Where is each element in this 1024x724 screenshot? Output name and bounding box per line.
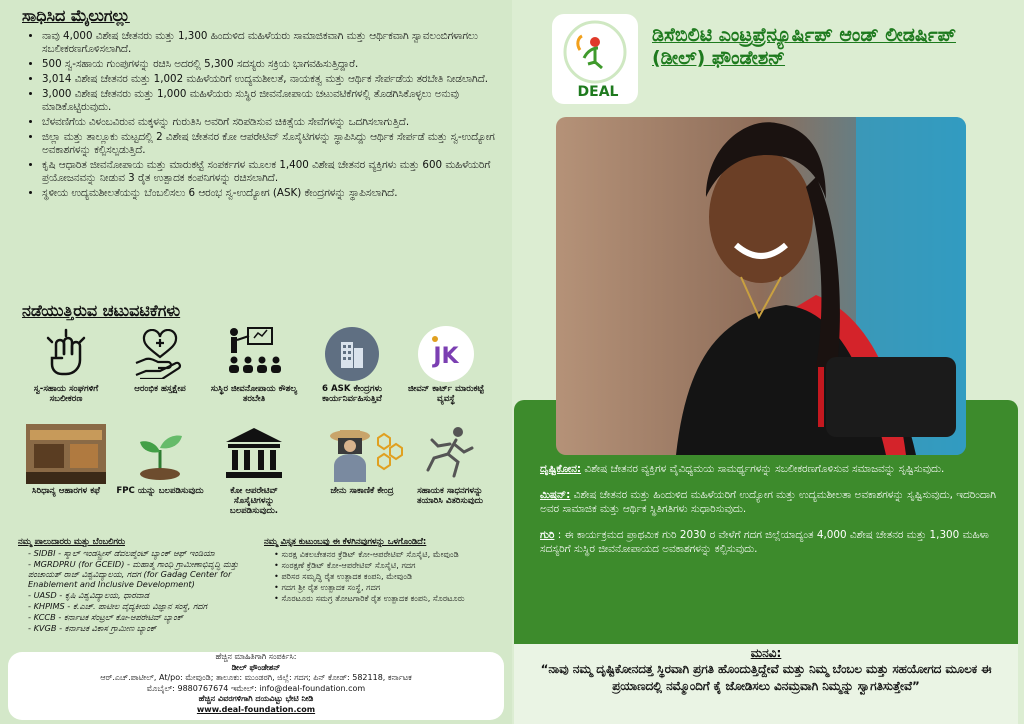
activity-label: ಸಿರಿಧಾನ್ಯ ಆಹಾರಗಳ ಕಫೆ	[32, 486, 100, 496]
contact-box	[8, 652, 504, 720]
mission-label: ಮಿಷನ್:	[540, 489, 571, 501]
activity-item	[116, 326, 204, 394]
jk-logo-text: JK	[433, 344, 459, 369]
activity-item	[402, 326, 490, 404]
activity-item	[210, 326, 298, 404]
family-heading: ನಮ್ಮ ವಿಸ್ತೃತ ಕುಟುಂಬವು ಈ ಕೆಳಗಿನವುಗಳನ್ನು ಒಳಗೊಂಡಿದೆ:	[264, 536, 427, 546]
list-item: • 3,000 ವಿಶೇಷ ಚೇತನರು ಮತ್ತು 1,000 ಮಹಿಳೆಯರು ಸುಸ್ಥಿರ ಜೀವನೋಪಾಯ ಚಟುವಟಿಕೆಗಳಲ್ಲಿ ತೊಡಗಿಸಿಕೊಳ್ಳಲು ಅನುವು ಮಾಡಿಕೊಟ್ಟಿರುವುದು.	[42, 88, 520, 114]
activity-label: ಸಹಾಯಕ ಸಾಧನಗಳನ್ನು ತಯಾರಿಸಿ ವಿತರಿಸುವುದು	[416, 486, 484, 506]
contact-visit: ಹೆಚ್ಚಿನ ವಿವರಗಳಿಗಾಗಿ ದಯವಿಟ್ಟು ಭೇಟಿ ನೀಡಿ	[198, 694, 314, 703]
contact-org: ಡೀಲ್ ಫೌಂಡೇಶನ್	[231, 662, 281, 672]
list-item: • 500 ಸ್ವ-ಸಹಾಯ ಗುಂಪುಗಳನ್ನು ರಚಿಸಿ ಅದರಲ್ಲಿ 5,300 ಸದಸ್ಯರು ಸಕ್ರಿಯ ಭಾಗವಹಿಸುತ್ತಿದ್ದಾರೆ.	[42, 58, 520, 71]
list-item: • 3,014 ವಿಶೇಷ ಚೇತನರ ಮತ್ತು 1,002 ಮಹಿಳೆಯರಿಗೆ ಉದ್ಯಮಶೀಲತೆ, ನಾಯಕತ್ವ ಮತ್ತು ಆರ್ಥಿಕ ಸೇರ್ಪಡೆಯ ತರಬೇತಿ ನೀಡಲಾಗಿದೆ.	[42, 73, 520, 86]
list-item: • ಕೃಷಿ ಆಧಾರಿತ ಜೀವನೋಪಾಯ ಮತ್ತು ಮಾರುಕಟ್ಟೆ ಸಂಪರ್ಕಗಳ ಮೂಲಕ 1,400 ವಿಶೇಷ ಚೇತನರ ವ್ಯಕ್ತಿಗಳು ಮತ್ತು 600 ಮಹಿಳೆಯರಿಗೆ ಪ್ರಯೋಜನವನ್ನು ನೀಡುವ 3 ರೈತ ಉತ್ಪಾದಕ ಕಂಪನಿಗಳನ್ನು ರಚಿಸಲಾಗಿದೆ.	[42, 159, 520, 185]
activity-item	[116, 424, 204, 496]
appeal-heading: ಮನವಿ:	[750, 646, 782, 660]
hero-photo	[556, 117, 966, 455]
appeal-box	[514, 644, 1018, 724]
beekeeper-icon	[320, 424, 404, 484]
fist-icon	[36, 326, 96, 382]
contact-address: ಆರ್.ಎಚ್.ಪಾಟೀಲ್, At/po: ಮೇವುಂಡಿ; ತಾಲೂಕು: ಮುಂಡರಗಿ, ಜಿಲ್ಲೆ: ಗದಗ; ಪಿನ್ ಕೋಡ್: 582118, ಕರ್ನಾಟಕ	[100, 673, 412, 682]
activity-label: FPC ಯನ್ನು ಬಲಪಡಿಸುವುದು	[116, 486, 204, 496]
activity-item	[318, 424, 406, 496]
activity-label: ಜೀವನ್ ಕಾರ್ಟ್ ಮಾರುಕಟ್ಟೆ ವ್ಯವಸ್ಥೆ	[407, 384, 485, 404]
family-section	[264, 536, 508, 604]
mission-paragraph	[540, 488, 1012, 516]
list-item: - KCCB - ಕರ್ನಾಟಕ ಸೆಂಟ್ರಲ್ ಕೋ-ಆಪರೇಟಿವ್ ಬ್ಯಾಂಕ್	[28, 612, 258, 622]
list-item: • ಪರಿಸರ ಸಮೃದ್ಧಿ ರೈತ ಉತ್ಪಾದಕ ಕಂಪನಿ, ಮೇವುಂಡಿ	[274, 571, 508, 582]
activity-label: ಕೋ ಆಪರೇಟಿವ್ ಸೊಸೈಟಿಗಳನ್ನು ಬಲಪಡಿಸುವುದು.	[229, 486, 279, 516]
list-item: • ಸ್ಥಳೀಯ ಉದ್ಯಮಶೀಲತೆಯನ್ನು ಬೆಂಬಲಿಸಲು 6 ಆರಂಭ ಸ್ವ-ಉದ್ಯೋಗ (ASK) ಕೇಂದ್ರಗಳನ್ನು ಸ್ಥಾಪಿಸಲಾಗಿದೆ.	[42, 187, 520, 200]
list-item: • ಬೆಳವಣಿಗೆಯ ವಿಳಂಬವಿರುವ ಮಕ್ಕಳನ್ನು ಗುರುತಿಸಿ ಅವರಿಗೆ ಸರಿಪಡಿಸುವ ಚಿಕಿತ್ಸೆಯ ಸೇವೆಗಳನ್ನು ಒದಗಿಸಲಾಗುತ್ತಿದೆ.	[42, 116, 520, 129]
list-item: - MGRDPRU (for GCEID) - ಮಹಾತ್ಮ ಗಾಂಧಿ ಗ್ರಾಮೀಣಾಭಿವೃದ್ಧಿ ಮತ್ತು ಪಂಚಾಯತ್ ರಾಜ್ ವಿಶ್ವವಿದ್ಯಾಲಯ, ಗದಗ (for Gadag Center for Enablement and Inclusive Development)	[28, 559, 258, 589]
activities-grid	[22, 326, 502, 522]
deal-logo-text: DEAL	[577, 84, 619, 100]
activity-label: ಆರಂಭಿಕ ಹಸ್ತಕ್ಷೇಪ	[134, 384, 186, 394]
list-item: - KVGB - ಕರ್ನಾಟಕ ವಿಕಾಸ ಗ್ರಾಮೀಣ ಬ್ಯಾಂಕ್	[28, 623, 258, 633]
bank-icon	[224, 424, 284, 484]
activities-heading: ನಡೆಯುತ್ತಿರುವ ಚಟುವಟಿಕೆಗಳು	[22, 301, 181, 320]
activity-label: ಸುಸ್ಥಿರ ಜೀವನೋಪಾಯ ಕೌಶಲ್ಯ ತರಬೇತಿ	[210, 384, 298, 404]
cafe-icon	[26, 424, 106, 484]
appeal-quote: “ನಾವು ನಮ್ಮ ದೃಷ್ಟಿಕೋನದತ್ತ ಸ್ಥಿರವಾಗಿ ಪ್ರಗತಿ ಹೊಂದುತ್ತಿದ್ದೇವೆ ಮತ್ತು ನಿಮ್ಮ ಬೆಂಬಲ ಮತ್ತು ಸಹಯೋಗದ ಮೂಲಕ ಈ ಪ್ರಯಾಣದಲ್ಲಿ ನಮ್ಮೊಂದಿಗೆ ಕೈ ಜೋಡಿಸಲು ವಿನಮ್ರವಾಗಿ ನಿಮ್ಮನ್ನು ಸ್ವಾಗತಿಸುತ್ತೇವೆ”	[540, 662, 992, 693]
list-item: • ಗದಗ ಶ್ರೀ ರೈತ ಉತ್ಪಾದಕ ಸಂಸ್ಥೆ, ಗದಗ	[274, 582, 508, 593]
activity-item	[22, 424, 110, 496]
goal-label: ಗುರಿ	[540, 529, 555, 541]
activity-item	[406, 424, 494, 506]
goal-text: : ಈ ಕಾರ್ಯಕ್ರಮದ ಪ್ರಾಥಮಿಕ ಗುರಿ 2030 ರ ವೇಳೆಗೆ ಗದಗ ಜಿಲ್ಲೆಯಾದ್ಯಂತ 4,000 ವಿಶೇಷ ಚೇತನರ ಮತ್ತು 1,300 ಮಹಿಳಾ ಸದಸ್ಯರಿಗೆ ಸುಸ್ಥಿರ ಜೀವನೋಪಾಯದ ಅವಕಾಶಗಳನ್ನು ಕಲ್ಪಿಸುವುದು.	[540, 529, 989, 555]
activity-item	[22, 326, 110, 404]
activity-item	[308, 326, 396, 404]
contact-intro: ಹೆಚ್ಚಿನ ಮಾಹಿತಿಗಾಗಿ ಸಂಪರ್ಕಿಸಿ:	[215, 652, 297, 661]
list-item: - UASD - ಕೃಷಿ ವಿಶ್ವವಿದ್ಯಾಲಯ, ಧಾರವಾಡ	[28, 590, 258, 600]
building-icon	[322, 326, 382, 382]
list-item: - KHPIMS - ಕೆ.ಎಚ್. ಪಾಟೀಲ ವೈದ್ಯಕೀಯ ವಿಜ್ಞಾನ ಸಂಸ್ಥೆ, ಗದಗ	[28, 601, 258, 611]
family-list	[264, 549, 508, 604]
goal-paragraph	[540, 528, 1012, 556]
list-item: • ಜಿಲ್ಲಾ ಮತ್ತು ತಾಲ್ಲೂಕು ಮಟ್ಟದಲ್ಲಿ 2 ವಿಶೇಷ ಚೇತನರ ಕೋ ಆಪರೇಟಿವ್ ಸೊಸೈಟಿಗಳನ್ನು ಸ್ಥಾಪಿಸಿದ್ದು ಆರ್ಥಿಕ ಸೇರ್ಪಡೆ ಮತ್ತು ಸ್ವ-ಉದ್ಯೋಗ ಅವಕಾಶಗಳನ್ನು ಕಲ್ಪಿಸಲ್ಪಡುತ್ತಿದೆ.	[42, 131, 520, 157]
activity-label: ಸ್ವ-ಸಹಾಯ ಸಂಘಗಳಿಗೆ ಸಬಲೀಕರಣ	[33, 384, 99, 404]
mission-text: ವಿಶೇಷ ಚೇತನರ ಮತ್ತು ಹಿಂದುಳಿದ ಮಹಿಳೆಯರಿಗೆ ಉದ್ಯೋಗ ಮತ್ತು ಉದ್ಯಮಶೀಲತಾ ಅವಕಾಶಗಳನ್ನು ಸೃಷ್ಟಿಸುವುದು, ಇದರಿಂದಾಗಿ ಅವರ ಸಾಮಾಜಿಕ ಮತ್ತು ಆರ್ಥಿಕ ಸ್ಥಿತಿಗತಿಗಳು ಸುಧಾರಿಸುವುದು.	[540, 489, 996, 515]
activity-label: 6 ASK ಕೇಂದ್ರಗಳು ಕಾರ್ಯನಿರ್ವಹಿಸುತ್ತಿವೆ	[322, 384, 382, 404]
milestones-heading: ಸಾಧಿಸಿದ ಮೈಲುಗಲ್ಲು	[22, 6, 130, 25]
vision-label: ದೃಷ್ಟಿಕೋನ:	[540, 463, 582, 475]
partners-list	[18, 548, 258, 633]
vision-paragraph	[540, 462, 1012, 476]
contact-phone-email: ಮೊಬೈಲ್: 9880767674 ಇಮೇಲ್: info@deal-foundation.com	[146, 683, 366, 693]
list-item: • ಸುರಕ್ಷ ವಿಕಲಚೇತನರ ಕ್ರೆಡಿಟ್ ಕೋ-ಆಪರೇಟಿವ್ ಸೊಸೈಟಿ, ಮೇವುಂಡಿ	[274, 549, 508, 560]
activity-item	[210, 424, 298, 516]
jk-logo-icon	[416, 326, 476, 382]
partners-heading: ನಮ್ಮ ಪಾಲುದಾರರು ಮತ್ತು ಬೆಂಬಲಿಗರು	[18, 536, 125, 546]
milestones-list	[26, 30, 520, 202]
mission-info	[540, 462, 1012, 568]
care-hand-icon	[130, 326, 190, 382]
list-item: • ಸೊರಟೂರು ಸಮಗ್ರ ತೋಟಗಾರಿಕೆ ರೈತ ಉತ್ಪಾದಕ ಕಂಪನಿ, ಸೊರಟೂರು	[274, 593, 508, 604]
deal-logo	[552, 14, 638, 104]
sprout-icon	[130, 424, 190, 484]
prosthetic-runner-icon	[420, 424, 480, 484]
list-item: • ನಾವು 4,000 ವಿಶೇಷ ಚೇತನರು ಮತ್ತು 1,300 ಹಿಂದುಳಿದ ಮಹಿಳೆಯರು ಸಾಮಾಜಿಕವಾಗಿ ಮತ್ತು ಆರ್ಥಿಕವಾಗಿ ಸ್ವಾವಲಂಬಿಗಳಾಗಲು ಸಬಲೀಕರಣಗೊಳಿಸಲಾಗಿದೆ.	[42, 30, 520, 56]
org-title: ಡಿಸೆಬಿಲಿಟಿ ಎಂಟ್ರಪ್ರೆನ್ಯೂರ್ಷಿಪ್ ಆಂಡ್ ಲೀಡರ್ಷಿಪ್ (ಡೀಲ್) ಫೌಂಡೇಶನ್	[652, 24, 956, 69]
website-link[interactable]: www.deal-foundation.com	[196, 704, 316, 714]
list-item: • ಸಂರಕ್ಷಣೆ ಕ್ರೆಡಿಟ್ ಕೋ-ಆಪರೇಟಿವ್ ಸೊಸೈಟಿ, ಗದಗ	[274, 560, 508, 571]
activity-label: ಜೇನು ಸಾಕಾಣಿಕೆ ಕೇಂದ್ರ	[330, 486, 394, 496]
training-icon	[224, 326, 284, 382]
vision-text: ವಿಶೇಷ ಚೇತನರ ವ್ಯಕ್ತಿಗಳ ವೈವಿಧ್ಯಮಯ ಸಾಮರ್ಥ್ಯಗಳನ್ನು ಸಬಲೀಕರಣಗೊಳಿಸುವ ಸಮಾಜವನ್ನು ಸೃಷ್ಟಿಸುವುದು.	[581, 463, 945, 475]
list-item: - SIDBI - ಸ್ಮಾಲ್ ಇಂಡಸ್ಟ್ರೀಸ್ ಡೆವಲಪ್ಮೆಂಟ್ ಬ್ಯಾಂಕ್ ಆಫ್ ಇಂಡಿಯಾ	[28, 548, 258, 558]
partners-section	[18, 536, 258, 634]
